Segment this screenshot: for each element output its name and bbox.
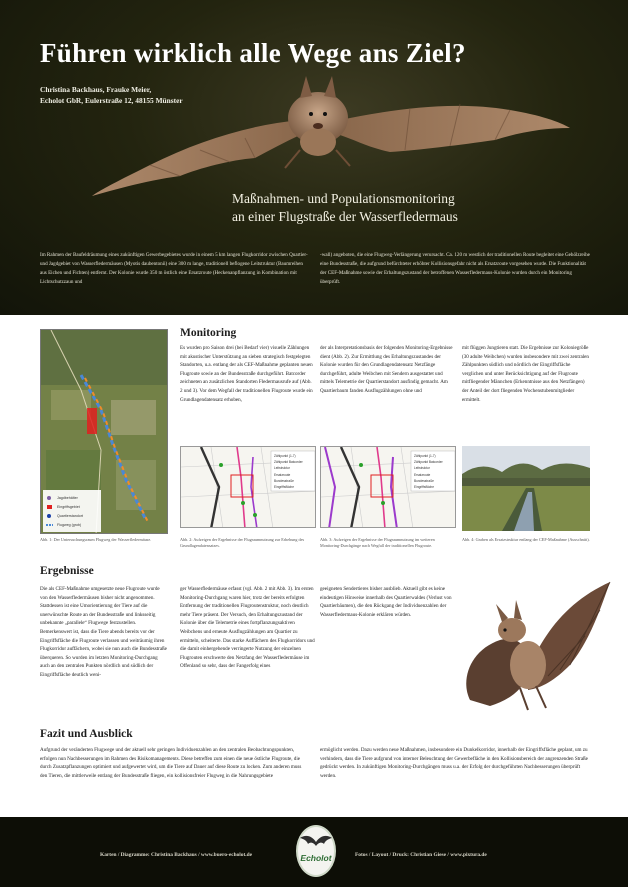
figure-caption-4: Abb. 4: Graben als Ersatzstruktur entlang der CEF-Maßnahme (Ausschnitt). xyxy=(462,537,590,542)
figure-caption-3: Abb. 3: Aufzeigen der Ergebnisse der Flugraumnutzung im weiteren Monitoring-Durchgänge nach Wegfall der traditionellen Flugroute. xyxy=(320,537,435,548)
landscape-photo xyxy=(462,446,590,531)
intro-text-left: Im Rahmen der Baufeldräumung eines zukünftigen Gewerbegebietes wurde in einem 5 km langen Flugkorridor zwischen Quartier- und Jagdgebiet von Wasserfledermäusen (Myotis daubentonii) eine 300 m lange, traditionell beflogene Leitstruktur (Baumreihen aus Eichen und Fichten) entfernt. Der Kolonie wurde 350 m östlich eine Ersatzroute (Heckenanpflanzung in Kombination mit Lichtschutzzaun und xyxy=(40,252,308,285)
section-heading-fazit: Fazit und Ausblick xyxy=(40,728,133,740)
legend-item: Eingriffsfläche xyxy=(414,485,434,490)
fazit-text-right: ermöglicht werden. Dazu werden neue Maßnahmen, insbesondere ein Dunkelkorridor, innerhalb der Eingriffsfläche geplant, um zu verhindern, dass die Tiere aufgrund von interner Beleuchtung der Gewerbefläche in den Kollisionsbereich der angrenzenden Straße gedrückt werden. In zukünftigen Monitoring-Durchgängen muss u.a. der Erfolg der durchgeführten Nachbesserungen überprüft werden. xyxy=(320,747,588,779)
poster-title: Führen wirklich alle Wege ans Ziel? xyxy=(40,38,466,68)
author-block xyxy=(40,84,183,106)
intro-text-right: -wall) angeboten, die eine Flugweg-Verlängerung verursacht. Ca. 120 m westlich der traditionellen Route begleitet eine Gehölzreihe eine Bundesstraße, die aufgrund befürchteter erhöhter Kollisionsgefahr nicht als Ersatzroute vorgesehen wurde. Die Funktionalität der CEF-Maßnahme sowie der Erhaltungszustand der betroffenen Wasserfledermaus-Kolonie wurden durch ein Monitoring überprüft. xyxy=(320,252,590,285)
footer-credits-photos: Fotos / Layout / Druck: Christian Giese / www.pixtura.de xyxy=(355,852,487,858)
standing-bat-image xyxy=(450,570,620,720)
study-area-map xyxy=(40,329,168,534)
subtitle-line-1: Maßnahmen- und Populationsmonitoring xyxy=(232,191,455,206)
legend-item: Flugweg (grob) xyxy=(57,523,82,527)
fazit-text-left: Aufgrund der veränderten Flugwege und der aktuell sehr geringen Individuenzahlen an den zentralen Beobachtungspunkten, erfolgen nun Nachbesserungen im Rahmen des Risikomanagements. Diese betreffen zum einen die neue östliche Flugroute, die durch Zusatzpflanzungen optimiert und aufgewertet wird, um die Tiere auf Dauer auf diese Route zu locken. Zum anderen muss den Tieren, die mittlerweile entlang der Bundesstraße fliegen, ein kollisionsfreier Flugweg in die Nahrungsgebiete xyxy=(40,747,302,779)
legend-item: Ersatzroute xyxy=(414,472,431,477)
poster-body xyxy=(0,315,628,817)
legend-item: Zählpunkt (1-7) xyxy=(414,454,436,458)
ditch-photo-image xyxy=(462,446,590,531)
poster-footer xyxy=(0,817,628,887)
poster-subtitle xyxy=(232,190,458,226)
monitoring-text-col3: mit flüggen Jungtieren statt. Die Ergebnisse zur Koloniegröße (30 adulte Weibchen) wurden insbesondere mit zwei zentralen Zählpunkten südlich und nördlich der Eingriffsfläche verglichen und unter Berücksichtigung auf der Flugroute mitfliegender Männchen (Erkenntnisse aus den Netzfängen) der Anteil der dort fliegenden Wochenstubenmitglieder ermittelt. xyxy=(462,345,589,403)
legend-item: Zählpunkt (1-7) xyxy=(274,454,296,458)
results-map-monitoring xyxy=(320,446,456,528)
monitoring-text-col1: Es wurden pro Saison drei (bei Bedarf vier) visuelle Zählungen mit akustischer Unterstützung an sieben strategisch festgelegten Standorten, u.a. entlang der als CEF-Maßnahme geplanten neuen Flugroute sowie an der Bundesstraße durchgeführt. Batcorder zeichneten an zusätzlichen Standorten Fledermausrufe auf (Abb. 2 und 3). Vor dem Wegfall der traditionellen Flugroute wurde ein Grundlagendatensatz erhoben, xyxy=(180,345,313,403)
map-legend xyxy=(414,453,443,490)
bat-logo-icon xyxy=(298,832,334,854)
legend-item: Jagdbehälter xyxy=(57,496,78,500)
legend-item: Zählpunkt Batcorder xyxy=(414,460,443,465)
subtitle-line-2: an einer Flugstraße der Wasserfledermaus xyxy=(232,209,458,224)
figure-caption-1: Abb. 1: Der Untersuchungsraum Flugweg der Wasserfledermäuse. xyxy=(40,537,152,542)
section-heading-monitoring: Monitoring xyxy=(180,327,237,339)
monitoring-text-col2: der als Interpretationsbasis der folgenden Monitoring-Ergebnisse dient (Abb. 2). Zur Ermittlung des Erhaltungszustandes der Kolonie wurden für den Grundlagendatensatz Netzfänge durchgeführt, adulte Weibchen mit Sendern ausgestattet und mittels Telemetrie der Quartierstandort ausfindig gemacht. Am Quartierbaum fanden Ausflugzählungen ohne und xyxy=(320,345,453,394)
legend-item: Bundesstraße xyxy=(274,478,294,483)
map-legend xyxy=(274,453,303,490)
map1-legend xyxy=(57,494,83,530)
legend-item: Quartierstandort xyxy=(57,514,83,518)
section-heading-ergebnisse: Ergebnisse xyxy=(40,565,94,577)
legend-item: Bundesstraße xyxy=(414,478,434,483)
author-names: Christina Backhaus, Frauke Meier, xyxy=(40,85,152,94)
echolot-logo xyxy=(296,825,336,877)
results-map-baseline xyxy=(180,446,316,528)
legend-item: Leitstruktur xyxy=(414,466,430,471)
figure-caption-2: Abb. 2: Aufzeigen der Ergebnisse der Flugraumnutzung zur Erhebung des Grundlagendatensatzes. xyxy=(180,537,305,548)
legend-item: Eingriffsfläche xyxy=(274,485,294,490)
ergebnisse-text-col1: Die als CEF-Maßnahme umgesetzte neue Flugroute wurde von den Wasserfledermäusen bisher nicht angenommen. Stattdessen ist eine Umorientierung der Tiere auf die unerwünschte Route an der Bundesstraße und linksseitig unbekannte „parallele“ Flugwege festzustellen. Bemerkenswert ist, dass die Tiere abends bereits vor der Eingriffsfläche die Flugroute verlassen und weiträumig ihren Flugkorridor auffächern, wobei sie nun auch die Bundesstraße überqueren. So wurden im letzten Monitoring-Durchgang auch an den zentralen Punkten nördlich und südlich der Eingriffsfläche deutlich weni- xyxy=(40,586,167,678)
legend-item: Leitstruktur xyxy=(274,466,290,471)
poster-header xyxy=(0,0,628,315)
legend-item: Zählpunkt Batcorder xyxy=(274,460,303,465)
author-affiliation: Echolot GbR, Eulerstraße 12, 48155 Münster xyxy=(40,96,183,105)
legend-item: Ersatzroute xyxy=(274,472,291,477)
ergebnisse-text-col2: ger Wasserfledermäuse erfasst (vgl. Abb. 2 mit Abb. 3). Im ersten Monitoring-Durchgang waren hier, trotz der bereits erfolgten Entfernung der traditionellen Flugroutenstruktur, noch deutlich mehr Tiere präsent. Der Versuch, den Erhaltungszustand der Kolonie über die Telemetrie eines fortpflanzungsaktiven Weibchens und erneute Ausflugzählungen am Quartier zu ermitteln, scheiterte. Das starke Auffächern des Flugkorridors und die damit einhergehende verringerte Nutzung der einzelnen Flugrouten erschwerte den Netzfang der Wasserfledermäuse im Offenland so sehr, dass der Fangerfolg eines xyxy=(180,586,315,670)
logo-text: Echolot xyxy=(300,853,332,863)
footer-credits-maps: Karten / Diagramme: Christina Backhaus / www.buero-echolot.de xyxy=(100,852,253,858)
legend-item: Eingriffsgebiet xyxy=(57,505,80,509)
ergebnisse-text-col3: geeigneten Sendertieres bisher ausblieb. Aktuell gibt es keine eindeutigen Hinweise innerhalb des Quartierwaldes (Verlust von Quartierbäumen), die den Rückgang der Individuenzahlen der Wasserfledermaus-Kolonie erklären würden. xyxy=(320,586,452,618)
